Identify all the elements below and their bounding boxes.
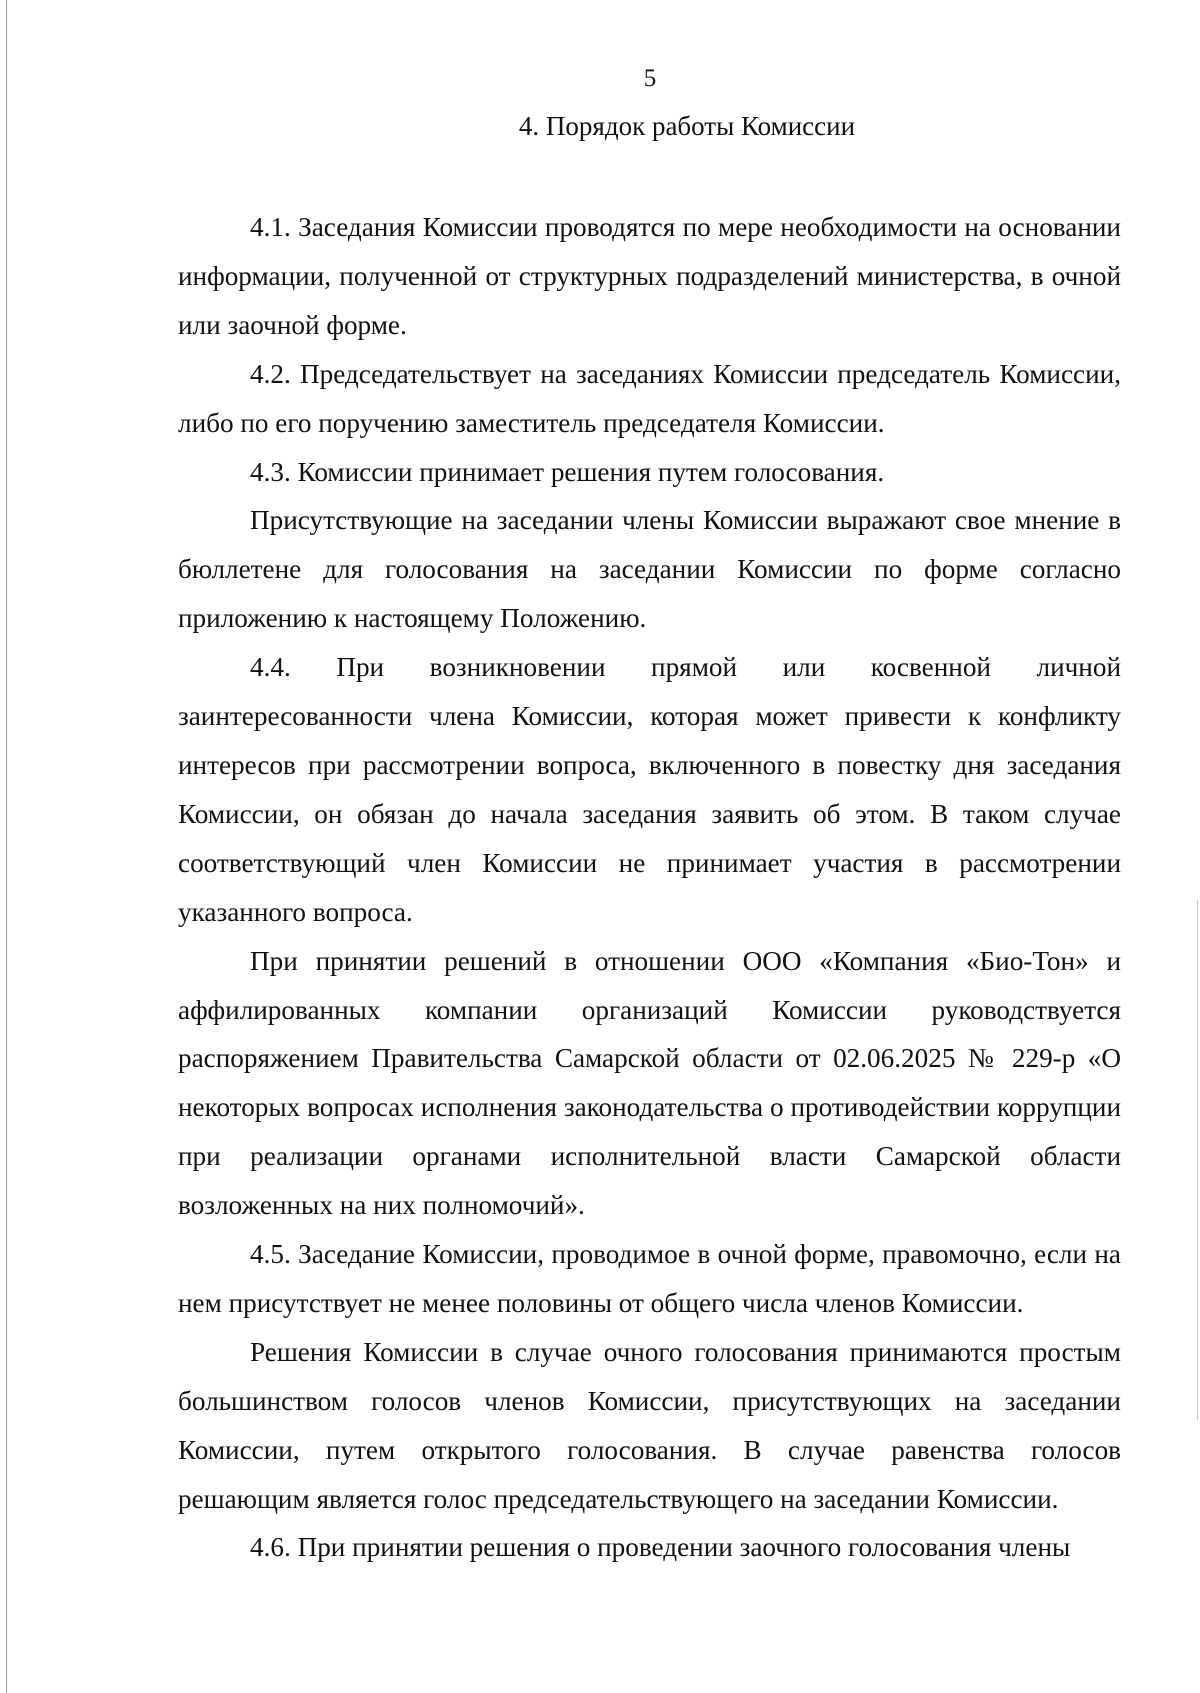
paragraph-4-6: 4.6. При принятии решения о проведении заочного голосования члены	[250, 1532, 1071, 1563]
paragraph-4-5-continued: Решения Комиссии в случае очного голосования принимаются простым большинством голосов членов Комиссии, присутствующих на заседании Комиссии, путем открытого голосования. В случае равенства голосов решающим является голос председательствующего на заседании Комиссии.	[178, 1336, 1121, 1514]
paragraph-4-4-continued: При принятии решений в отношении ООО «Компания «Био-Тон» и аффилированных компании организаций Комиссии руководствуется распоряжением Правительства Самарской области от 02.06.2025 № 229-р «О некоторых вопросах исполнения законодательства о противодействии коррупции при реализации органами исполнительной власти Самарской области возложенных на них полномочий».	[178, 945, 1121, 1221]
paragraph-4-3-continued: Присутствующие на заседании члены Комиссии выражают свое мнение в бюллетене для голосования на заседании Комиссии по форме согласно приложению к настоящему Положению.	[178, 505, 1121, 634]
scan-edge-line	[1197, 900, 1198, 1420]
paragraph-4-3: 4.3. Комиссии принимает решения путем голосования.	[250, 456, 885, 487]
section-title: 4. Порядок работы Комиссии	[518, 111, 856, 141]
paragraph-4-4: 4.4. При возникновении прямой или косвенной личной заинтересованности члена Комиссии, которая может привести к конфликту интересов при рассмотрении вопроса, включенного в повестку дня заседания Комиссии, он обязан до начала заседания заявить об этом. В таком случае соответствующий член Комиссии не принимает участия в рассмотрении указанного вопроса.	[178, 652, 1121, 927]
paragraph-4-1: 4.1. Заседания Комиссии проводятся по мере необходимости на основании информации, полученной от структурных подразделений министерства, в очной или заочной форме.	[178, 212, 1121, 340]
document-body	[178, 203, 1121, 1572]
paragraph-4-2: 4.2. Председательствует на заседаниях Комиссии председатель Комиссии, либо по его поручению заместитель председателя Комиссии.	[178, 358, 1121, 438]
paragraph-4-5: 4.5. Заседание Комиссии, проводимое в очной форме, правомочно, если на нем присутствует не менее половины от общего числа членов Комиссии.	[178, 1239, 1121, 1318]
scan-edge-line	[6, 0, 7, 1693]
page-number: 5	[643, 65, 657, 92]
